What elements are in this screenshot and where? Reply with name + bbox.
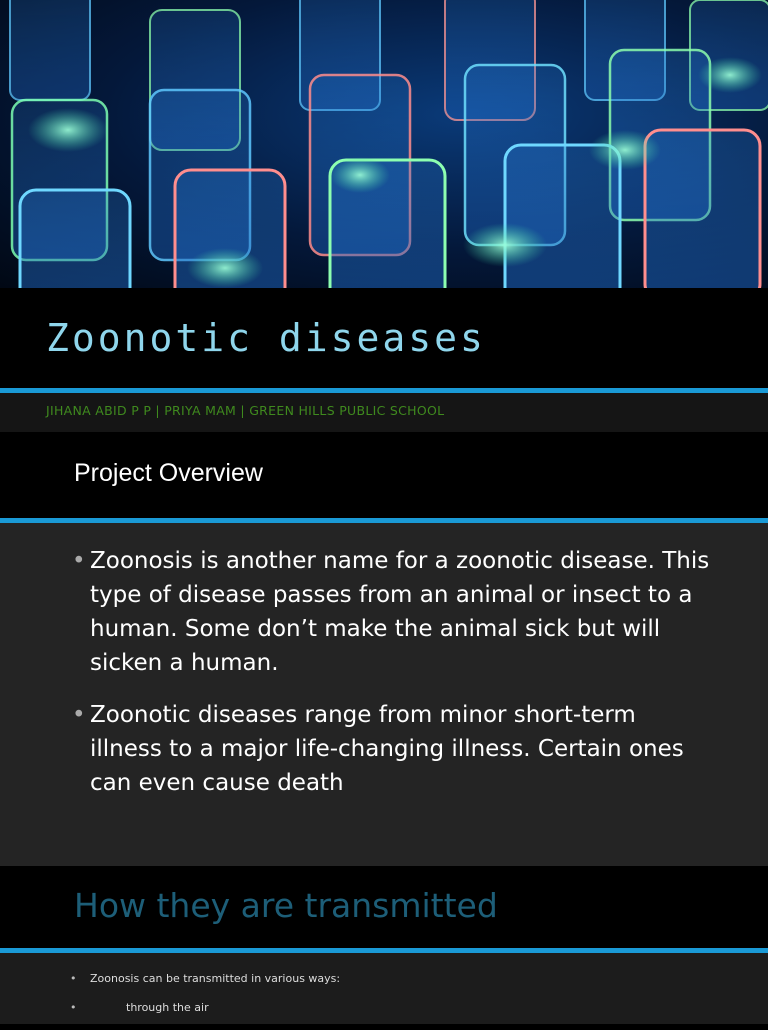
- title-slide: [0, 0, 768, 432]
- bullet-icon: •: [70, 1001, 77, 1014]
- transmission-slide: [0, 868, 768, 1024]
- bullet-icon: •: [72, 702, 86, 728]
- test-tubes-photo: [0, 0, 768, 288]
- bullet-icon: •: [72, 548, 86, 574]
- slide-title: Zoonotic diseases: [46, 316, 486, 360]
- bullet-text: Zoonosis can be transmitted in various ways:: [90, 972, 341, 985]
- overview-slide: [0, 434, 768, 866]
- bullet-text: through the air: [126, 1001, 209, 1014]
- transmission-heading: How they are transmitted: [74, 886, 498, 925]
- bullet-item: [72, 698, 712, 800]
- bullet-item: [70, 1001, 340, 1030]
- bullet-item: [70, 972, 340, 1001]
- transmission-divider: [0, 948, 768, 953]
- bullet-item: [72, 544, 712, 680]
- overview-bullets: [72, 544, 712, 818]
- overview-heading: Project Overview: [74, 459, 263, 487]
- slide-subtitle: JIHANA ABID P P | PRIYA MAM | GREEN HILLS PUBLIC SCHOOL: [46, 403, 445, 418]
- bullet-icon: •: [70, 972, 77, 985]
- bullet-text: Zoonosis is another name for a zoonotic disease. This type of disease passes from an animal or insect to a human. Some don’t make the animal sick but will sicken a human.: [90, 548, 710, 676]
- test-tubes-illustration: [0, 0, 768, 288]
- overview-divider: [0, 518, 768, 523]
- bullet-text: Zoonotic diseases range from minor short-term illness to a major life-changing illness. Certain ones can even cause death: [90, 702, 684, 796]
- transmission-bullets: [70, 972, 340, 1030]
